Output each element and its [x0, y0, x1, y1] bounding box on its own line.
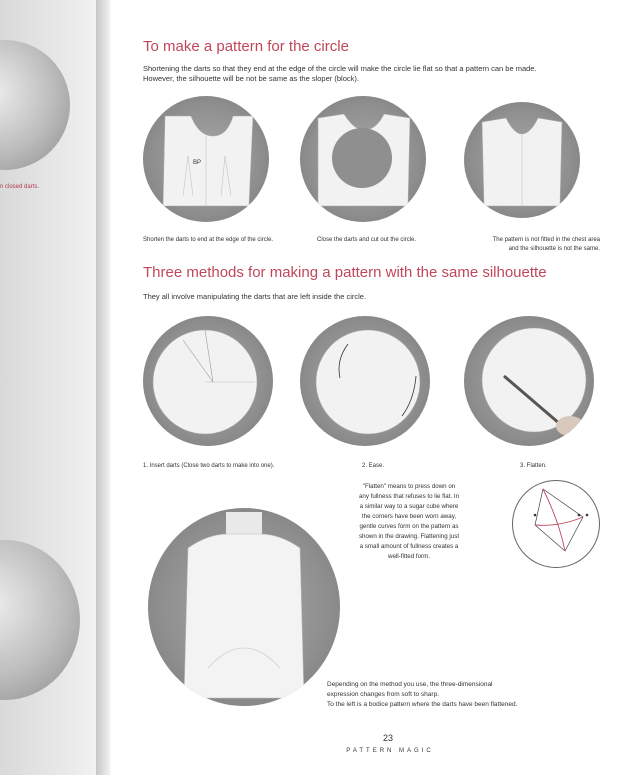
photo-flatten — [464, 316, 594, 446]
flatten-illustration — [464, 316, 594, 446]
flatten-note-line: any fullness that refuses to lie flat. In — [358, 493, 460, 500]
photo-closed-darts — [300, 96, 426, 222]
sugar-cube-diagram — [513, 481, 599, 567]
caption-shorten-darts: Shorten the darts to end at the edge of the circle. — [143, 237, 274, 243]
caption-not-fitted-line1: The pattern is not fitted in the chest area — [492, 237, 600, 243]
flatten-note-line: a small amount of fullness creates a — [359, 543, 459, 550]
flatten-note — [334, 482, 484, 562]
cut-circle-illustration — [300, 96, 426, 222]
caption-not-fitted-line2: and the silhouette is not the same. — [508, 246, 600, 252]
photo-insert-darts — [143, 316, 273, 446]
caption-close-darts: Close the darts and cut out the circle. — [317, 237, 417, 243]
unfitted-bodice-illustration — [464, 102, 580, 218]
page-number: 23 — [382, 733, 393, 743]
left-page-caption: n closed darts. — [0, 184, 40, 190]
photo-flattened-bodice — [148, 508, 340, 706]
section2-heading: Three methods for making a pattern with the same silhouette — [143, 264, 547, 281]
flatten-note-line: well-fitted form. — [388, 553, 430, 560]
insert-darts-illustration — [143, 316, 273, 446]
section2-intro: They all involve manipulating the darts that are left inside the circle. — [143, 292, 367, 301]
running-footer: PATTERN MAGIC — [346, 748, 434, 754]
photo-shortened-darts — [143, 96, 269, 222]
photo-ease — [300, 316, 430, 446]
bottom-note-line2: expression changes from soft to sharp. — [327, 691, 440, 698]
photo-unfitted-pattern — [464, 102, 580, 218]
caption-method-flatten: 3. Flatten. — [520, 463, 547, 469]
bottom-note-line1: Depending on the method you use, the three-dimensional — [327, 681, 493, 688]
caption-method-ease: 2. Ease. — [362, 463, 385, 469]
flatten-note-line: gentle curves form on the pattern as — [359, 523, 459, 530]
flatten-note-line: the corners have been worn away, — [361, 513, 457, 520]
book-spine-shadow — [96, 0, 112, 775]
section1-paragraph-line2: However, the silhouette will be not be same as the sloper (block). — [143, 74, 359, 83]
ease-illustration — [300, 316, 430, 446]
bodice-pattern-illustration — [143, 96, 269, 222]
flatten-note-line: shown in the drawing. Flattening just — [358, 533, 460, 540]
flatten-note-line: a similar way to a sugar cube where — [359, 503, 459, 510]
bp-label: BP — [193, 160, 202, 166]
caption-method-insert-darts: 1. Insert darts (Close two darts to make into one). — [143, 463, 275, 469]
flatten-note-line: "Flatten" means to press down on — [362, 483, 456, 490]
dress-form-illustration — [148, 508, 340, 706]
bottom-note-line3: To the left is a bodice pattern where the darts have been flattened. — [327, 701, 518, 708]
flatten-diagram — [512, 480, 600, 568]
section1-paragraph-line1: Shortening the darts so that they end at the edge of the circle will make the circle lie flat so that a pattern can be made. — [143, 64, 537, 73]
section1-heading: To make a pattern for the circle — [143, 38, 349, 55]
